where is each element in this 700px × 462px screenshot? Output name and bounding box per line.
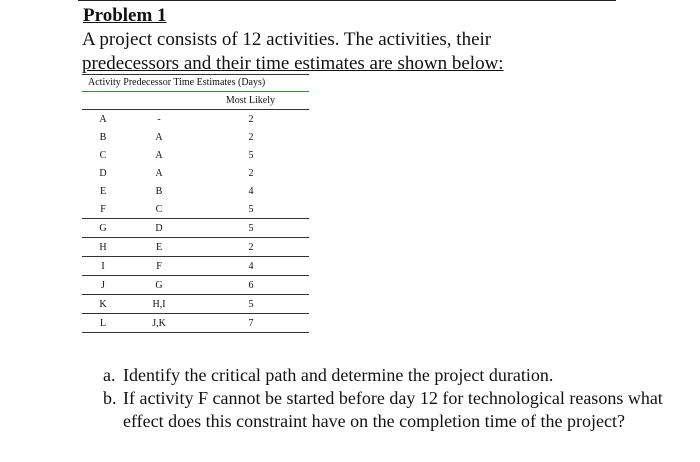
activity-cell: G bbox=[99, 222, 107, 234]
table-row bbox=[82, 200, 309, 218]
time-cell: 2 bbox=[248, 167, 254, 179]
predecessor-cell: J,K bbox=[152, 317, 166, 329]
time-cell: 4 bbox=[248, 185, 254, 197]
table-row bbox=[82, 256, 309, 275]
predecessor-cell: B bbox=[155, 185, 163, 197]
activity-cell: D bbox=[99, 167, 107, 179]
table-row bbox=[82, 218, 309, 237]
top-rule bbox=[78, 0, 616, 1]
activity-cell: J bbox=[101, 279, 105, 291]
time-cell: 5 bbox=[248, 222, 254, 234]
table-row bbox=[82, 294, 309, 313]
activity-cell: B bbox=[99, 131, 107, 143]
activity-cell: E bbox=[99, 185, 107, 197]
intro-line-2: predecessors and their time estimates are shown below: bbox=[82, 53, 504, 74]
activity-cell: I bbox=[101, 260, 105, 272]
question-text: If activity F cannot be started before day 12 for technological reasons what effect does this constraint have on the completion time of the project? bbox=[123, 388, 663, 431]
time-cell: 2 bbox=[248, 113, 254, 125]
problem-intro bbox=[82, 28, 552, 76]
question-list bbox=[103, 364, 683, 433]
activity-cell: K bbox=[99, 298, 107, 310]
table-row bbox=[82, 128, 309, 146]
activity-cell: C bbox=[99, 149, 107, 161]
time-cell: 5 bbox=[248, 298, 254, 310]
time-cell: 2 bbox=[248, 131, 254, 143]
problem-title: Problem 1 bbox=[83, 5, 167, 26]
table-row bbox=[82, 275, 309, 294]
question-a bbox=[103, 364, 683, 387]
predecessor-cell: A bbox=[155, 149, 163, 161]
activity-cell: H bbox=[99, 241, 107, 253]
time-cell: 7 bbox=[248, 317, 254, 329]
activity-cell: L bbox=[99, 317, 107, 329]
predecessor-cell: A bbox=[155, 131, 163, 143]
question-label: a. bbox=[103, 365, 116, 385]
activity-table bbox=[82, 74, 309, 333]
table-row bbox=[82, 110, 309, 128]
table-row bbox=[82, 146, 309, 164]
predecessor-cell: F bbox=[156, 260, 162, 272]
time-cell: 2 bbox=[248, 241, 254, 253]
predecessor-cell: D bbox=[155, 222, 163, 234]
table-header: Activity Predecessor Time Estimates (Days) bbox=[82, 74, 309, 92]
table-row bbox=[82, 182, 309, 200]
table-row bbox=[82, 164, 309, 182]
activity-cell: F bbox=[100, 203, 106, 215]
predecessor-cell: A bbox=[155, 167, 163, 179]
predecessor-cell: E bbox=[155, 241, 163, 253]
predecessor-cell: - bbox=[157, 113, 161, 125]
intro-line-1: A project consists of 12 activities. The activities, their bbox=[82, 29, 492, 50]
table-body bbox=[82, 110, 309, 333]
predecessor-cell: C bbox=[155, 203, 163, 215]
question-text: Identify the critical path and determine the project duration. bbox=[123, 365, 554, 385]
time-cell: 5 bbox=[248, 149, 254, 161]
activity-cell: A bbox=[99, 113, 107, 125]
question-b bbox=[103, 387, 683, 433]
table-row bbox=[82, 237, 309, 256]
time-cell: 5 bbox=[248, 203, 254, 215]
question-label: b. bbox=[103, 388, 117, 408]
table-row bbox=[82, 313, 309, 333]
predecessor-cell: G bbox=[155, 279, 163, 291]
time-cell: 6 bbox=[248, 279, 254, 291]
predecessor-cell: H,I bbox=[152, 298, 166, 310]
table-subheader: Most Likely bbox=[82, 92, 309, 110]
time-cell: 4 bbox=[248, 260, 254, 272]
